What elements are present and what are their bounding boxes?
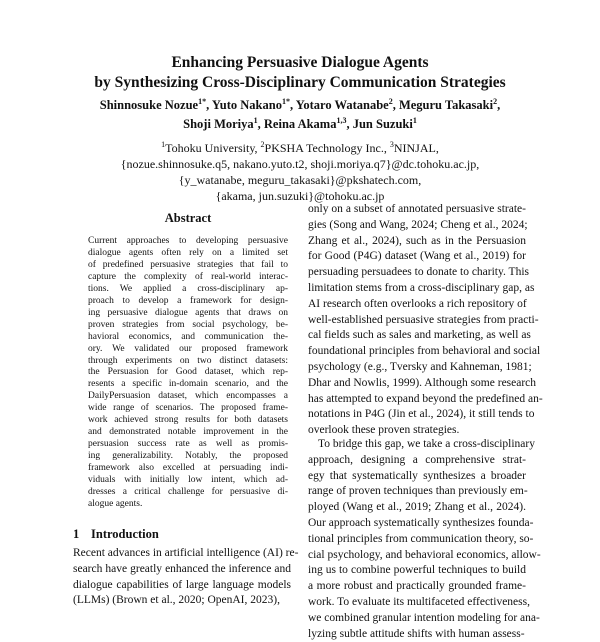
text-line: ory. We validated our proposed framework bbox=[88, 343, 288, 354]
text-line: cial psychology, and behavioral economics, allow- bbox=[308, 548, 541, 561]
text-line: viduals with initially low intent, which ad- bbox=[88, 475, 288, 485]
text-line: persuasion success rate as well as promis- bbox=[88, 439, 288, 450]
text-line: lyzing subtle attitude shifts with human assess- bbox=[308, 627, 525, 640]
text-line: AI research often overlooks a rich repository of bbox=[308, 297, 527, 310]
affiliation-name: PKSHA Technology Inc., bbox=[264, 141, 390, 155]
authors-line-1 bbox=[40, 96, 560, 115]
text-line: through experiments on two distinct datasets: bbox=[88, 355, 288, 366]
text-line: range of proven techniques than previously em- bbox=[308, 485, 528, 498]
text-line: only on a subset of annotated persuasive strate- bbox=[308, 203, 526, 215]
text-line: Recent advances in artificial intelligence (AI) re- bbox=[73, 547, 299, 559]
author-affiliation-mark: 1* bbox=[198, 96, 207, 106]
text-line: Dhar and Nowlis, 1999). Although some research bbox=[308, 376, 537, 389]
text-line: dialogue agents often rely on a limited set bbox=[88, 247, 288, 258]
author-name: Reina Akama bbox=[263, 117, 337, 131]
text-line: dresses a critical challenge for persuasive di- bbox=[88, 486, 288, 497]
text-line: work achieved strong results for both datasets bbox=[88, 415, 288, 426]
author-name: Jun Suzuki bbox=[352, 117, 413, 131]
text-line: wide range of scenarios. The proposed frame- bbox=[88, 403, 288, 414]
affiliation-mark: 3 bbox=[389, 140, 394, 149]
affiliation-mark: 2 bbox=[260, 140, 265, 149]
affiliation-name: Tohoku University, bbox=[165, 141, 261, 155]
text-line: a more robust and practically grounded frame- bbox=[308, 580, 526, 593]
text-line: of predefined persuasive strategies that fail to bbox=[88, 259, 288, 270]
text-line: (LLMs) (Brown et al., 2020; OpenAI, 2023), bbox=[73, 594, 280, 607]
section-number: 1 bbox=[73, 527, 80, 541]
text-line: gies (Song and Wang, 2024; Cheng et al., 2024; bbox=[308, 218, 528, 231]
section-title: Introduction bbox=[91, 527, 159, 541]
text-line: well-established persuasive strategies from practi- bbox=[308, 313, 539, 326]
author-affiliation-mark: 1* bbox=[281, 96, 290, 106]
author-name: Yuto Nakano bbox=[211, 98, 282, 112]
text-line: cal fields such as sales and marketing, as well as bbox=[308, 329, 531, 342]
author-affiliation-mark: 2 bbox=[493, 96, 498, 106]
authors-line-2 bbox=[40, 115, 560, 134]
author-affiliation-mark: 2 bbox=[388, 96, 393, 106]
text-line: capture the complexity of real-world interac- bbox=[88, 271, 288, 282]
author-name: Shoji Moriya bbox=[183, 117, 254, 131]
text-line: dialogue capabilities of large language models bbox=[73, 578, 291, 591]
author-affiliation-mark: 1 bbox=[253, 115, 258, 125]
text-line: we combined granular intention modeling for ana- bbox=[308, 611, 540, 624]
section-heading-introduction bbox=[73, 527, 159, 542]
text-line: ing persuasive dialogue agents that draws on bbox=[88, 307, 288, 318]
author-separator: , bbox=[346, 117, 353, 131]
author-separator: , bbox=[206, 98, 212, 112]
text-line: Zhang et al., 2024), such as in the Persuasion bbox=[308, 234, 526, 247]
text-line: ployed (Wang et al., 2019; Zhang et al., 2024). bbox=[308, 501, 526, 514]
text-line: ing generalizability. Notably, the proposed bbox=[88, 451, 288, 462]
author-separator: , bbox=[257, 117, 264, 131]
text-line: havioral economics, and communication the- bbox=[88, 331, 288, 342]
affiliations bbox=[40, 140, 560, 156]
text-line: egy that systematically synthesizes a broader bbox=[308, 469, 526, 482]
text-line: overlook these proven strategies. bbox=[308, 424, 460, 437]
author-separator: , bbox=[289, 98, 296, 112]
author-name: Shinnosuke Nozue bbox=[99, 98, 199, 112]
author-affiliation-mark: 1,3 bbox=[336, 115, 347, 125]
text-line: and demonstrated notable improvement in the bbox=[88, 427, 288, 438]
title-line-1: Enhancing Persuasive Dialogue Agents bbox=[171, 54, 429, 71]
text-line: persuading persuadees to donate to charity. This bbox=[308, 266, 529, 279]
text-line: To bridge this gap, we take a cross-disciplinary bbox=[318, 438, 535, 450]
email-line-3: {akama, jun.suzuki}@tohoku.ac.jp bbox=[215, 189, 385, 203]
affiliation-mark: 1 bbox=[161, 140, 166, 149]
text-line: Current approaches to developing persuasive bbox=[88, 236, 288, 246]
text-line: approach, designing a comprehensive strat- bbox=[308, 453, 526, 466]
text-line: proven strategies from social psychology, be- bbox=[88, 319, 288, 330]
text-line: framework also excelled at persuading indi- bbox=[88, 463, 288, 474]
abstract-heading: Abstract bbox=[164, 211, 212, 225]
author-affiliation-mark: 1 bbox=[412, 115, 417, 125]
text-line: alogue agents. bbox=[88, 498, 143, 509]
title-line-2: by Synthesizing Cross-Disciplinary Communication Strategies bbox=[94, 74, 506, 91]
text-line: ing us to combine powerful techniques to build bbox=[308, 564, 526, 577]
text-line: has attempted to expand beyond the predefined an- bbox=[308, 392, 543, 405]
text-line: search have greatly enhanced the inference and bbox=[73, 562, 291, 575]
affiliation-name: NINJAL, bbox=[393, 141, 439, 155]
author-separator: , bbox=[497, 98, 501, 112]
text-line: tional principles from communication theory, so- bbox=[308, 532, 534, 545]
text-line: work. To evaluate its multifaceted effectiveness, bbox=[308, 596, 530, 608]
text-line: foundational principles from behavioral and social bbox=[308, 345, 541, 358]
author-name: Meguru Takasaki bbox=[398, 98, 494, 112]
text-line: notations in P4G (Jin et al., 2024), it still tends to bbox=[308, 408, 535, 421]
text-line: limitation stems from a cross-disciplinary gap, as bbox=[308, 282, 535, 294]
author-name: Yotaro Watanabe bbox=[295, 98, 389, 112]
email-line-2: {y_watanabe, meguru_takasaki}@pkshatech.com, bbox=[178, 173, 422, 187]
text-line: proach to develop a framework for design- bbox=[88, 295, 288, 306]
text-line: for Good (P4G) dataset (Wang et al., 2019) for bbox=[308, 250, 526, 263]
text-line: resents a specific in-domain scenario, and the bbox=[88, 379, 288, 390]
author-separator: , bbox=[392, 98, 399, 112]
text-line: the Persuasion for Good dataset, which rep- bbox=[88, 367, 288, 378]
email-line-1: {nozue.shinnosuke.q5, nakano.yuto.t2, shoji.moriya.q7}@dc.tohoku.ac.jp, bbox=[120, 157, 480, 171]
text-line: psychology (e.g., Tversky and Kahneman, 1981; bbox=[308, 361, 532, 373]
text-line: tions. We applied a cross-disciplinary ap- bbox=[88, 283, 288, 294]
text-line: Our approach systematically synthesizes founda- bbox=[308, 517, 534, 529]
text-line: DailyPersuasion dataset, which encompasses a bbox=[88, 391, 288, 402]
